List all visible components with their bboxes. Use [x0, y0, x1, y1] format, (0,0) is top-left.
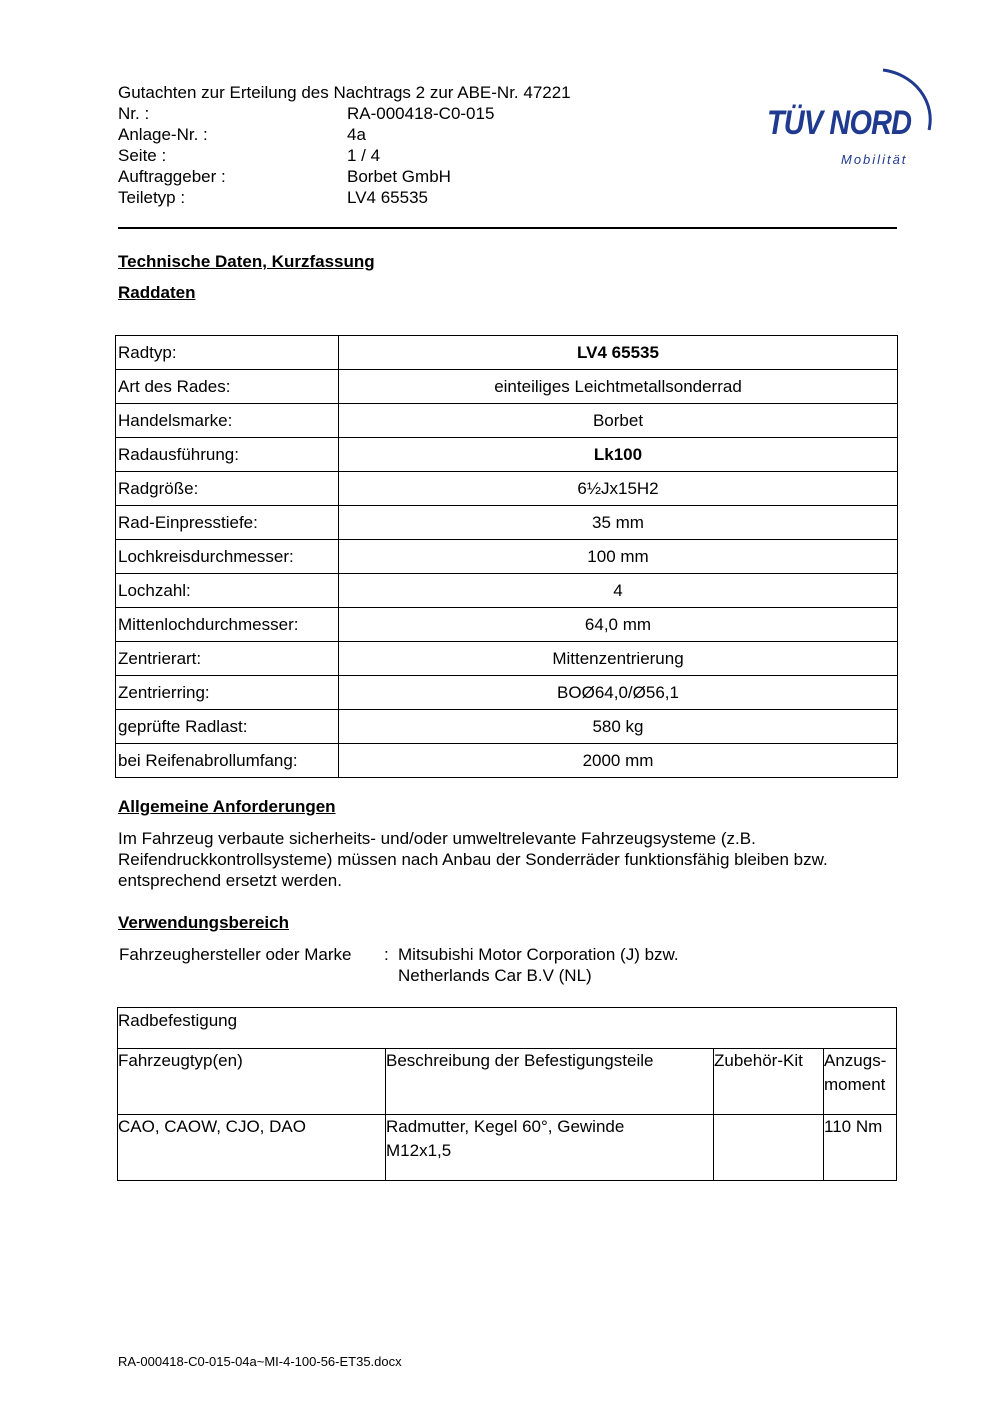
wheel-data-label: geprüfte Radlast:	[116, 710, 339, 744]
usage-value-line: Mitsubishi Motor Corporation (J) bzw.	[398, 945, 679, 964]
header-field-label: Teiletyp :	[118, 188, 186, 207]
wheel-data-label: Radtyp:	[116, 336, 339, 370]
header-field-row	[118, 103, 618, 124]
logo-wordmark: TÜV NORD	[767, 104, 912, 142]
header-field-value: LV4 65535	[347, 188, 428, 207]
wheel-data-value: BOØ64,0/Ø56,1	[339, 676, 898, 710]
wheel-data-value: 4	[339, 574, 898, 608]
logo-subtitle: Mobilität	[841, 152, 908, 167]
row-kit	[714, 1115, 824, 1181]
general-requirements-text	[118, 828, 828, 891]
header-kit: Zubehör-Kit	[714, 1049, 824, 1115]
header-field-row	[118, 145, 618, 166]
wheel-data-row	[116, 438, 898, 472]
header-description: Beschreibung der Befestigungsteile	[386, 1049, 714, 1115]
section-heading-usage: Verwendungsbereich	[118, 913, 289, 932]
header-field-label: Anlage-Nr. :	[118, 125, 208, 144]
footer-filename: RA-000418-C0-015-04a~MI-4-100-56-ET35.docx	[118, 1354, 402, 1369]
general-text-line: Im Fahrzeug verbaute sicherheits- und/oder umweltrelevante Fahrzeugsysteme (z.B.	[118, 829, 756, 848]
wheel-data-value: 64,0 mm	[339, 608, 898, 642]
wheel-data-row	[116, 676, 898, 710]
usage-value	[398, 944, 679, 986]
mounting-title: Radbefestigung	[118, 1008, 897, 1049]
header-field-row	[118, 124, 618, 145]
mounting-table	[117, 1007, 897, 1181]
row-description-line: M12x1,5	[386, 1141, 452, 1160]
wheel-data-value: 2000 mm	[339, 744, 898, 778]
wheel-data-value: 580 kg	[339, 710, 898, 744]
usage-label: Fahrzeughersteller oder Marke	[119, 945, 352, 964]
section-heading-general: Allgemeine Anforderungen	[118, 797, 336, 816]
header-torque	[824, 1049, 897, 1115]
header-field-value: Borbet GmbH	[347, 167, 451, 186]
header-divider	[118, 227, 897, 229]
wheel-data-table	[115, 335, 898, 778]
wheel-data-value: LV4 65535	[339, 336, 898, 370]
wheel-data-value: 6½Jx15H2	[339, 472, 898, 506]
section-heading-technical: Technische Daten, Kurzfassung	[118, 252, 375, 271]
wheel-data-row	[116, 472, 898, 506]
wheel-data-value: Mittenzentrierung	[339, 642, 898, 676]
row-description	[386, 1115, 714, 1181]
wheel-data-label: Art des Rades:	[116, 370, 339, 404]
wheel-data-value: 35 mm	[339, 506, 898, 540]
row-description-line: Radmutter, Kegel 60°, Gewinde	[386, 1117, 625, 1136]
header-field-row	[118, 187, 618, 208]
header-field-label: Seite :	[118, 146, 167, 165]
header-torque-line: Anzugs-	[824, 1051, 887, 1070]
header-torque-line: moment	[824, 1075, 886, 1094]
header-field-label: Auftraggeber :	[118, 167, 226, 186]
wheel-data-row	[116, 404, 898, 438]
wheel-data-value: einteiliges Leichtmetallsonderrad	[339, 370, 898, 404]
usage-value-line: Netherlands Car B.V (NL)	[398, 966, 592, 985]
wheel-data-label: Lochzahl:	[116, 574, 339, 608]
wheel-data-row	[116, 540, 898, 574]
wheel-data-row	[116, 370, 898, 404]
header-field-value: 1 / 4	[347, 146, 381, 165]
general-text-line: entsprechend ersetzt werden.	[118, 871, 342, 890]
wheel-data-label: Radgröße:	[116, 472, 339, 506]
wheel-data-row	[116, 608, 898, 642]
wheel-data-row	[116, 506, 898, 540]
wheel-data-row	[116, 574, 898, 608]
wheel-data-row	[116, 642, 898, 676]
header-field-row	[118, 166, 618, 187]
row-vehicle-type: CAO, CAOW, CJO, DAO	[118, 1115, 386, 1181]
wheel-data-label: Zentrierring:	[116, 676, 339, 710]
wheel-data-row	[116, 336, 898, 370]
header-field-value: RA-000418-C0-015	[347, 104, 495, 123]
wheel-data-label: Rad-Einpresstiefe:	[116, 506, 339, 540]
header-field-label: Nr. :	[118, 104, 150, 123]
wheel-data-label: bei Reifenabrollumfang:	[116, 744, 339, 778]
wheel-data-value: Lk100	[339, 438, 898, 472]
header-field-value: 4a	[347, 125, 366, 144]
general-text-line: Reifendruckkontrollsysteme) müssen nach Anbau der Sonderräder funktionsfähig bleiben bzw.	[118, 850, 828, 869]
row-torque: 110 Nm	[824, 1115, 897, 1181]
wheel-data-label: Handelsmarke:	[116, 404, 339, 438]
usage-separator: :	[384, 945, 389, 964]
section-heading-wheel: Raddaten	[118, 283, 196, 302]
tuv-nord-logo	[765, 58, 940, 173]
wheel-data-label: Zentrierart:	[116, 642, 339, 676]
wheel-data-label: Radausführung:	[116, 438, 339, 472]
document-title: Gutachten zur Erteilung des Nachtrags 2 zur ABE-Nr. 47221	[118, 83, 571, 102]
wheel-data-label: Mittenlochdurchmesser:	[116, 608, 339, 642]
wheel-data-row	[116, 710, 898, 744]
wheel-data-label: Lochkreisdurchmesser:	[116, 540, 339, 574]
header-vehicle-type: Fahrzeugtyp(en)	[118, 1049, 386, 1115]
wheel-data-row	[116, 744, 898, 778]
wheel-data-value: 100 mm	[339, 540, 898, 574]
wheel-data-value: Borbet	[339, 404, 898, 438]
